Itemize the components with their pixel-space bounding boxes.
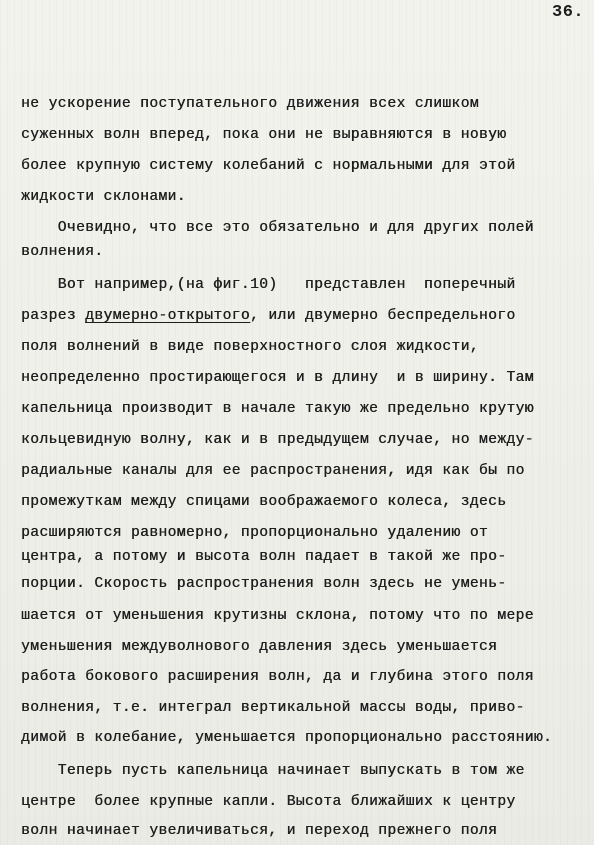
text-line: шается от уменьшения крутизны склона, потому что по мере: [21, 608, 534, 624]
underlined-term: двумерно-открытого: [85, 308, 250, 324]
text-line: не ускорение поступательного движения всех слишком: [21, 96, 479, 112]
text-fragment: разрез: [21, 308, 86, 324]
text-line: радиальные каналы для ее распространения, идя как бы по: [21, 463, 525, 479]
text-line: работа бокового расширения волн, да и глубина этого поля: [21, 669, 534, 685]
text-line: димой в колебание, уменьшается пропорционально расстоянию.: [21, 730, 553, 746]
text-line: промежуткам между спицами воображаемого колеса, здесь: [21, 494, 507, 510]
text-line: расширяются равномерно, пропорционально удалению от: [21, 525, 489, 541]
text-line: суженных волн вперед, пока они не выравняются в новую: [21, 127, 507, 143]
text-line: неопределенно простирающегося и в длину и в ширину. Там: [21, 370, 534, 386]
text-line: уменьшения междуволнового давления здесь уменьшается: [21, 639, 498, 655]
text-line: порции. Скорость распространения волн здесь не умень-: [21, 576, 507, 592]
text-line: Теперь пусть капельница начинает выпускать в том же: [21, 763, 525, 779]
text-line: волнения.: [21, 244, 104, 260]
text-fragment: , или двумерно беспредельного: [249, 308, 516, 324]
text-line: центра, а потому и высота волн падает в такой же про-: [21, 549, 507, 565]
text-line-with-term: [21, 307, 516, 325]
text-line: поля волнений в виде поверхностного слоя жидкости,: [21, 339, 479, 355]
text-line: центре более крупные капли. Высота ближайших к центру: [21, 794, 516, 810]
page-number: 36.: [552, 3, 585, 22]
text-line: Очевидно, что все это обязательно и для других полей: [21, 220, 534, 236]
text-line: жидкости склонами.: [21, 189, 186, 205]
text-line: более крупную систему колебаний с нормальными для этой: [21, 158, 516, 174]
text-line: волнения, т.е. интеграл вертикальной массы воды, приво-: [21, 700, 525, 716]
text-line: капельница производит в начале такую же предельно крутую: [21, 401, 534, 417]
text-line: волн начинает увеличиваться, и переход прежнего поля: [21, 823, 498, 839]
text-line: кольцевидную волну, как и в предыдущем случае, но между-: [21, 432, 534, 448]
text-line: Вот например,(на фиг.10) представлен поперечный: [21, 277, 516, 293]
